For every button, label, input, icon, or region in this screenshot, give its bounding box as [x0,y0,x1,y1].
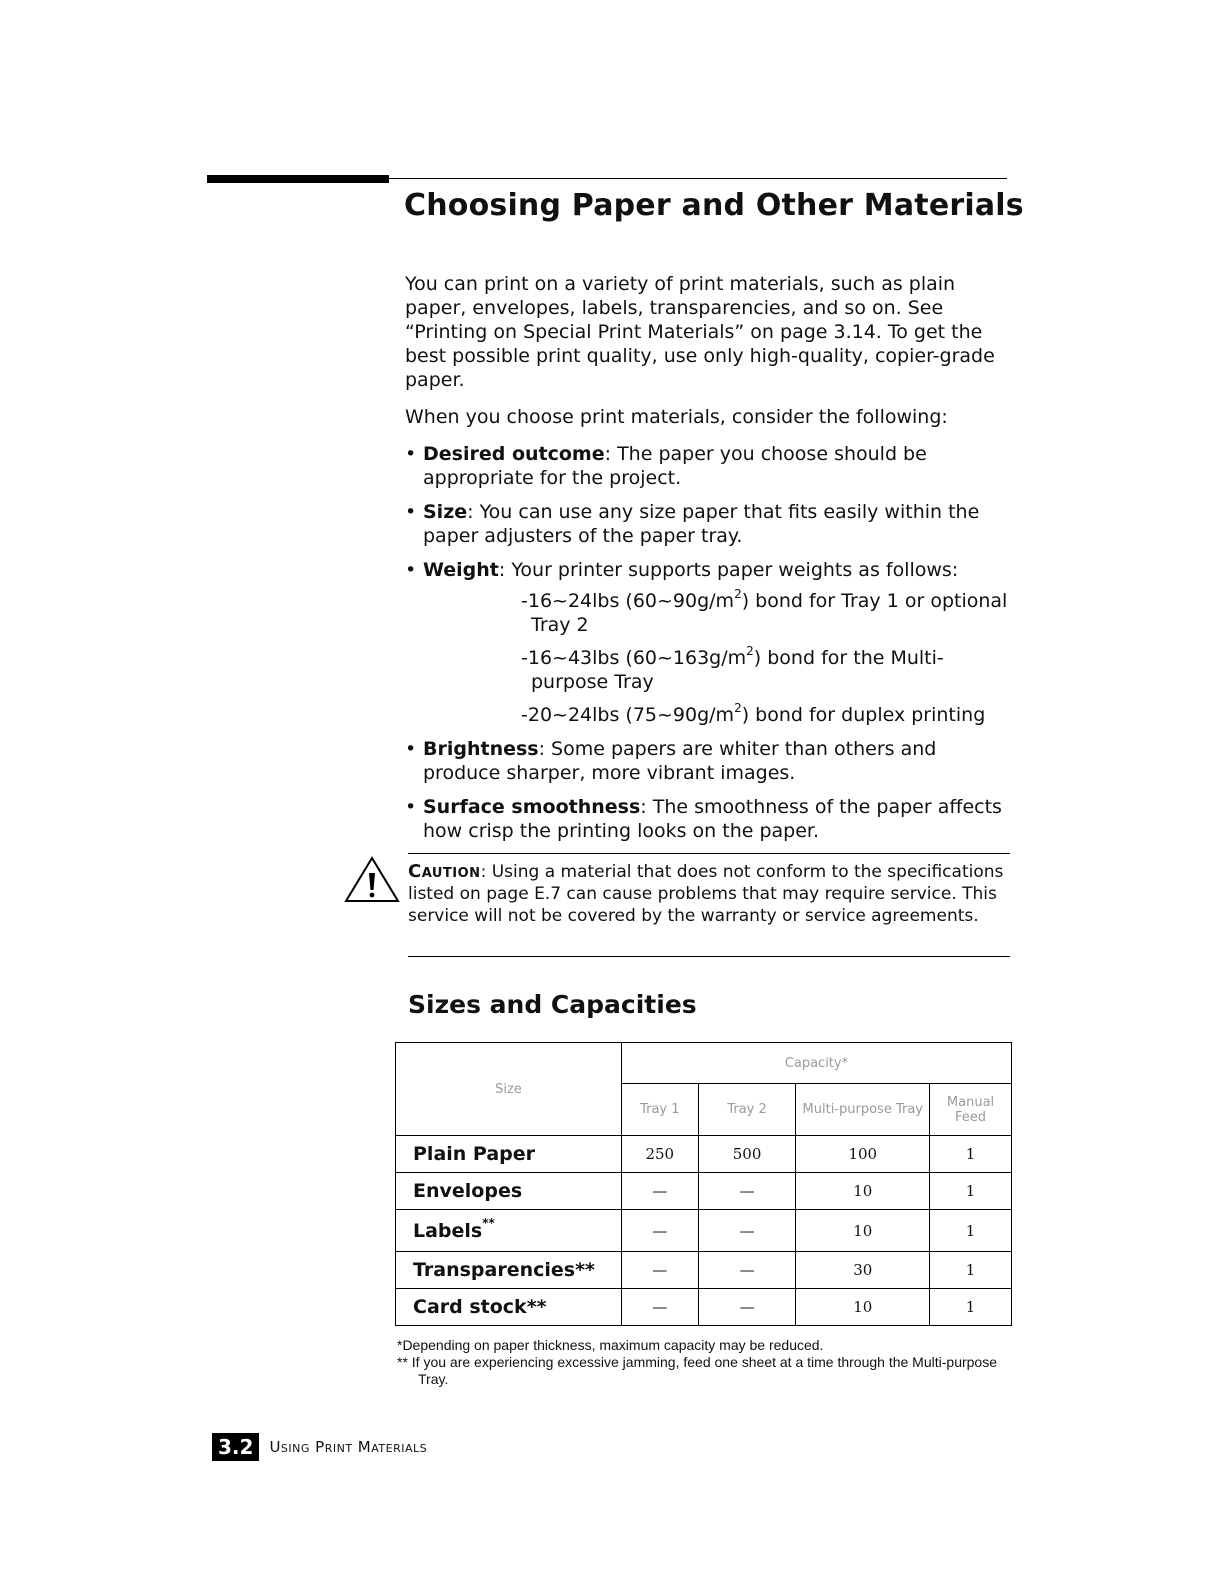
cell: 1 [930,1252,1012,1289]
caution-rule-bottom [408,956,1010,957]
list-item [405,500,1010,548]
table-row [396,1252,1012,1289]
cell: 1 [930,1136,1012,1173]
desc-brightness: : Some papers are whiter than others and produce sharper, more vibrant images. [423,738,937,784]
list-item [405,795,1010,843]
capacity-table [395,1042,1012,1326]
cell: — [621,1210,698,1252]
cell: 1 [930,1173,1012,1210]
criteria-list [405,442,1010,843]
desc-surface-smoothness: : The smoothness of the paper affects how crisp the printing looks on the paper. [423,796,1002,842]
cell: 250 [621,1136,698,1173]
cell: 10 [796,1289,930,1326]
desc-desired-outcome: : The paper you choose should be appropriate for the project. [423,443,927,489]
intro-paragraph: You can print on a variety of print materials, such as plain paper, envelopes, labels, transparencies, and so on. See “Printing on Special Print Materials” on page 3.14. To get the best possible print quality, use only high-quality, copier-grade paper. [405,273,995,391]
cell: — [621,1289,698,1326]
term-surface-smoothness: Surface smoothness [423,796,641,818]
heading-rule-thin [389,178,1007,179]
table-row [396,1210,1012,1252]
caution-body: : Using a material that does not conform to the specifications listed on page E.7 can cause problems that may require service. This service will not be covered by the warranty or service agreements. [408,862,1004,926]
weight-item: -20~24lbs $(75\sim 90g/m^2)$ bond for duplex printing [521,700,986,726]
row-label: Transparencies** [396,1252,622,1289]
row-label: Plain Paper [396,1136,622,1173]
row-label: Envelopes [396,1173,622,1210]
page-footer [212,1433,427,1461]
cell: — [698,1173,796,1210]
weight-item: -16~43lbs $(60\sim 163g/m^2)$ bond for the Multi-purpose Tray [521,643,944,693]
list-item [405,558,1010,727]
cell: — [698,1252,796,1289]
cell: — [698,1210,796,1252]
cell: — [621,1173,698,1210]
cell: 100 [796,1136,930,1173]
footnote: ** If you are experiencing excessive jamming, feed one sheet at a time through the Multi-purpose Tray. [397,1354,997,1387]
weights-list [423,586,1010,727]
consider-paragraph: When you choose print materials, consider the following: [405,406,948,428]
page-title: Choosing Paper and Other Materials [404,188,1024,223]
footnote: *Depending on paper thickness, maximum capacity may be reduced. [397,1337,824,1353]
heading-rule-thick [207,175,389,183]
cell: 30 [796,1252,930,1289]
weight-item: -16~24lbs $(60\sim 90g/m^2)$ bond for Tray 1 or optional Tray 2 [521,586,1008,636]
term-weight: Weight [423,559,499,581]
desc-weight: : Your printer supports paper weights as follows: [498,559,959,581]
cell: 1 [930,1210,1012,1252]
page-number-badge: 3.2 [212,1433,259,1461]
cell: — [621,1252,698,1289]
term-size: Size [423,501,468,523]
term-desired-outcome: Desired outcome [423,443,605,465]
header-manual-feed: Manual Feed [930,1084,1012,1136]
table-row [396,1289,1012,1326]
table-row [396,1173,1012,1210]
header-capacity: Capacity* [621,1043,1011,1084]
body-text [405,272,1010,853]
list-item [405,442,1010,490]
desc-size: : You can use any size paper that fits easily within the paper adjusters of the paper tray. [423,501,980,547]
section-name: Using Print Materials [269,1438,428,1456]
caution-notice [408,861,1013,927]
cell: 500 [698,1136,796,1173]
table-row [396,1136,1012,1173]
header-size: Size [396,1043,622,1136]
list-item [405,737,1010,785]
row-label: Labels** [396,1210,622,1252]
cell: 1 [930,1289,1012,1326]
caution-warning-icon [343,855,401,905]
header-tray-2: Tray 2 [698,1084,796,1136]
row-label: Card stock** [396,1289,622,1326]
header-tray-1: Tray 1 [621,1084,698,1136]
term-brightness: Brightness [423,738,539,760]
sizes-capacities-heading: Sizes and Capacities [408,990,697,1019]
caution-label: Caution [408,861,481,882]
table-footnotes [397,1337,1012,1388]
cell: 10 [796,1173,930,1210]
caution-rule-top [408,853,1010,854]
cell: 10 [796,1210,930,1252]
header-multi-purpose-tray: Multi-purpose Tray [796,1084,930,1136]
cell: — [698,1289,796,1326]
